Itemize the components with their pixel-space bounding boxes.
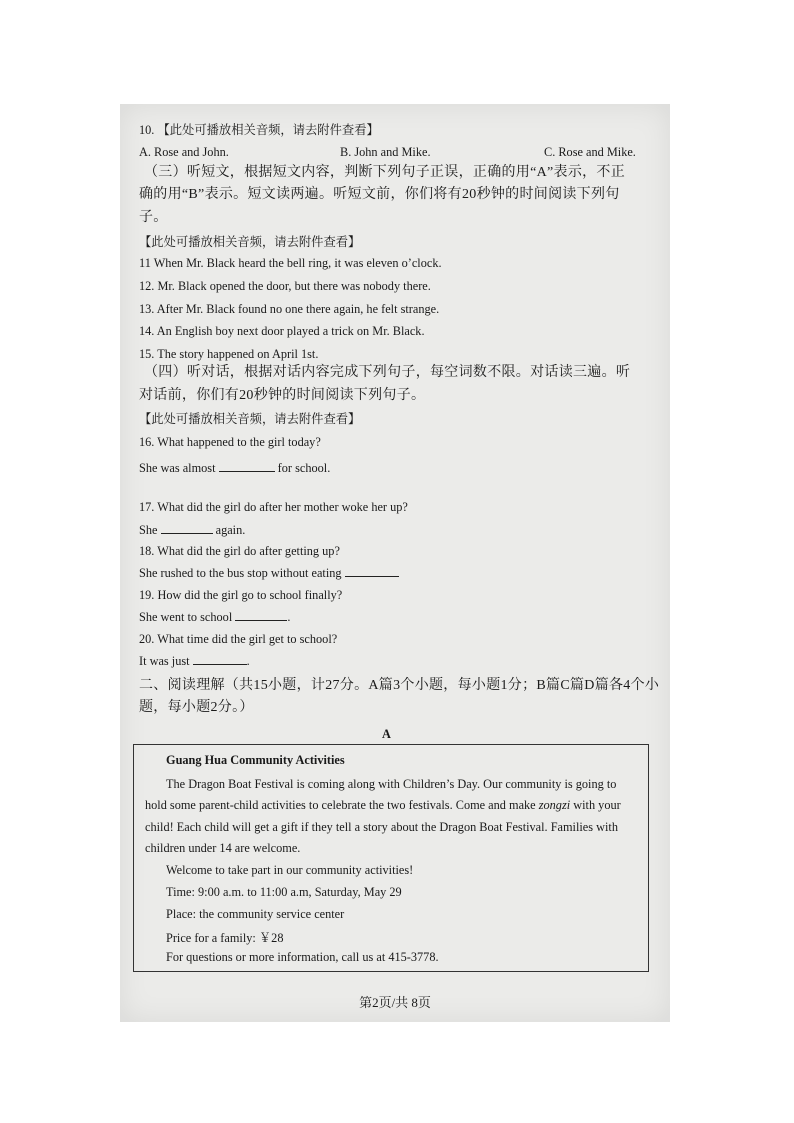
passage-line-2: hold some parent-child activities to celebrate the two festivals. Come and make zongzi with your [145,798,621,812]
passage-time: Time: 9:00 a.m. to 11:00 a.m, Saturday, May 29 [166,885,402,899]
part4-audio-note: 【此处可播放相关音频，请去附件查看】 [139,412,361,426]
question-17: 17. What did the girl do after her mother woke her up? [139,500,408,514]
passage-welcome: Welcome to take part in our community activities! [166,863,414,877]
part3-instruction-2: 确的用“B”表示。短文读两遍。听短文前，你们将有20秒钟的时间阅读下列句 [139,187,620,202]
passage-line-3: child! Each child will get a gift if they tell a story about the Dragon Boat Festival. Families with [145,820,618,834]
section-a-label: A [382,727,391,741]
answer-blank[interactable] [219,460,275,472]
exam-page [120,104,670,1022]
statement-14: 14. An English boy next door played a trick on Mr. Black. [139,324,425,338]
passage-a-box [133,744,649,972]
answer-blank[interactable] [235,609,287,621]
answer-20: It was just . [139,654,250,668]
reading-header-2: 题，每小题2分。） [139,700,254,715]
passage-line-4: children under 14 are welcome. [145,841,301,855]
statement-12: 12. Mr. Black opened the door, but there was nobody there. [139,279,431,293]
option-a: A. Rose and John. [139,145,229,159]
statement-11: 11 When Mr. Black heard the bell ring, it was eleven o’clock. [139,256,442,270]
answer-18: She rushed to the bus stop without eating [139,565,399,581]
reading-header-1: 二、阅读理解（共15小题，计27分。A篇3个小题，每小题1分；B篇C篇D篇各4个小 [139,678,660,693]
page-number: 第2页/共 8页 [359,995,431,1010]
question-20: 20. What time did the girl get to school? [139,632,338,646]
answer-blank[interactable] [345,565,399,577]
question-18: 18. What did the girl do after getting up? [139,544,340,558]
statement-13: 13. After Mr. Black found no one there again, he felt strange. [139,302,440,316]
option-b: B. John and Mike. [340,145,431,159]
passage-place: Place: the community service center [166,907,345,921]
option-c: C. Rose and Mike. [544,145,636,159]
answer-17: She again. [139,523,246,537]
answer-blank[interactable] [161,522,213,534]
question-16: 16. What happened to the girl today? [139,435,321,449]
part3-instruction-3: 子。 [139,210,168,225]
passage-contact: For questions or more information, call us at 415-3778. [166,950,439,964]
passage-price: Price for a family: ￥28 [166,931,284,945]
answer-blank[interactable] [193,653,247,665]
part3-instruction-1: （三）听短文，根据短文内容，判断下列句子正误，正确的用“A”表示，不正 [144,165,626,180]
passage-line-1: The Dragon Boat Festival is coming along with Children’s Day. Our community is going to [166,777,617,791]
part4-instruction-1: （四）听对话，根据对话内容完成下列句子，每空词数不限。对话读三遍。听 [144,365,631,380]
answer-19: She went to school . [139,610,291,624]
passage-title: Guang Hua Community Activities [166,753,345,767]
part4-instruction-2: 对话前，你们有20秒钟的时间阅读下列句子。 [139,388,426,403]
statement-15: 15. The story happened on April 1st. [139,347,319,361]
answer-16: She was almost for school. [139,461,331,475]
question-19: 19. How did the girl go to school finally? [139,588,343,602]
part3-audio-note: 【此处可播放相关音频，请去附件查看】 [139,235,361,249]
question-10: 10. 【此处可播放相关音频，请去附件查看】 [139,123,379,137]
